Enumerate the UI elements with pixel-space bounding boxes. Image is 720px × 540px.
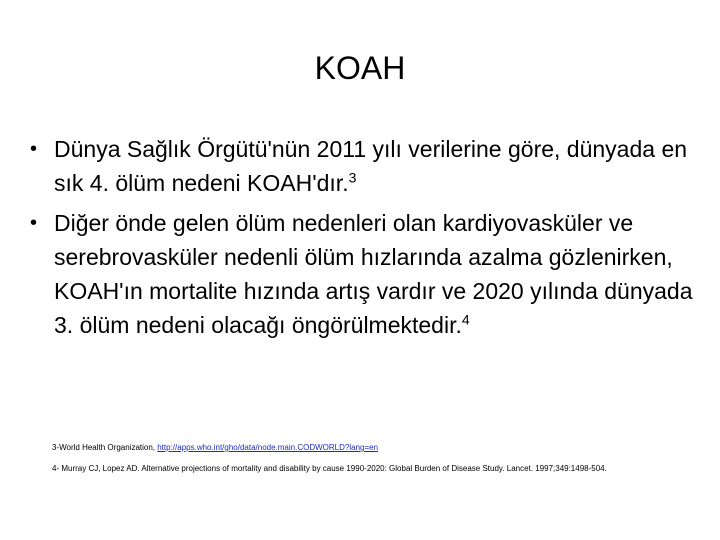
references — [52, 437, 712, 479]
reference-item-1 — [52, 437, 712, 458]
reference-link[interactable]: http://apps.who.int/gho/data/node.main.CODWORLD?lang=en — [157, 443, 379, 452]
reference-marker: 4 — [461, 311, 470, 328]
bullet-item-1 — [28, 132, 708, 200]
bullet-text: Diğer önde gelen ölüm nedenleri olan kardiyovasküler ve serebrovasküler nedenli ölüm hızlarında azalma gözlenirken, KOAH'ın mortalite hızında artış vardır ve 2020 yılında dünyada 3. ölüm nedeni olacağı öngörülmektedir. — [54, 210, 693, 338]
reference-marker: 3 — [348, 169, 357, 186]
reference-item-2 — [52, 458, 712, 479]
slide-title: KOAH — [314, 50, 406, 86]
reference-text: 4- Murray CJ, Lopez AD. Alternative projections of mortality and disability by cause 1990-2020: Global Burden of Disease Study. Lancet. 1997;349:1498-504. — [52, 464, 607, 473]
bullet-text: Dünya Sağlık Örgütü'nün 2011 yılı verilerine göre, dünyada en sık 4. ölüm nedeni KOAH'dır. — [54, 136, 688, 196]
bullet-item-2 — [28, 206, 708, 342]
bullet-dot-icon: • — [30, 212, 38, 234]
reference-text: 3-World Health Organization, — [52, 443, 158, 452]
bullet-list — [28, 132, 708, 348]
bullet-dot-icon: • — [30, 138, 38, 160]
